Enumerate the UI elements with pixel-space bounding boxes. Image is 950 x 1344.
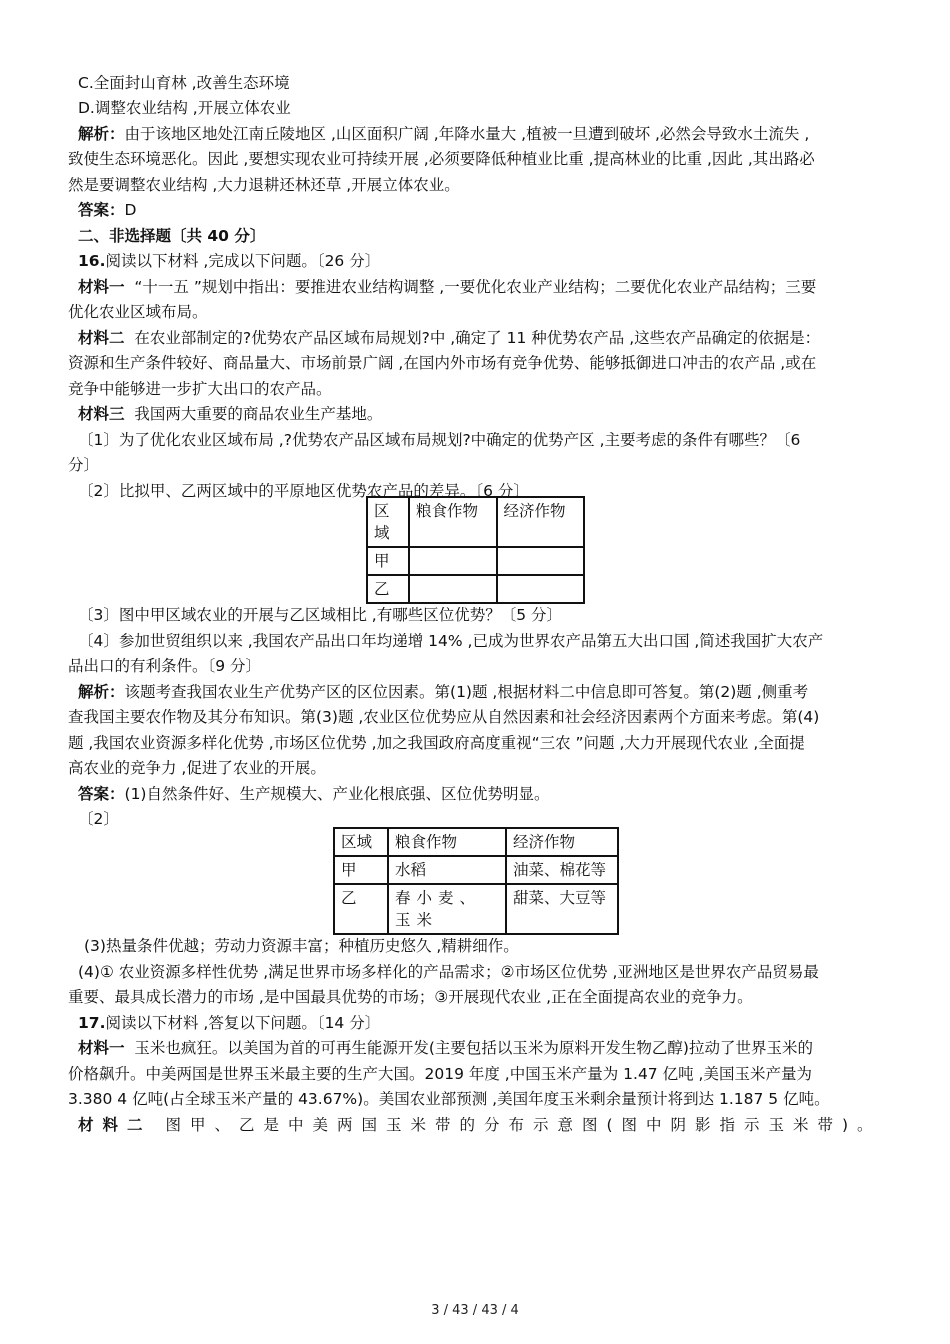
text-line: 题 ,我国农业资源多样化优势 ,市场区位优势 ,加之我国政府高度重视“三农 ”问题 ,大力开展现代农业 ,全面提 (68, 734, 805, 752)
table-header-cell: 区域 (367, 497, 409, 547)
text-line: 致使生态环境恶化。因此 ,要想实现农业可持续开展 ,必须要降低种植业比重 ,提高林业的比重 ,因此 ,其出路必 (68, 150, 815, 168)
sub-question-4: 〔4〕参加世贸组织以来 ,我国农产品出口年均递增 14% ,已成为世界农产品第五大出口国 ,简述我国扩大农产 (78, 632, 824, 650)
option-c: C.全面封山育林 ,改善生态环境 (78, 74, 290, 92)
question-text: 阅读以下材料 ,答复以下问题。〔14 分〕 (105, 1014, 381, 1032)
answer-part-4: (4)① 农业资源多样性优势 ,满足世界市场多样化的产品需求；②市场区位优势 ,亚洲地区是世界农产品贸易最 (78, 963, 819, 981)
section-heading: 二、非选择题〔共 40 分〕 (78, 227, 266, 245)
material-text: “十一五 ”规划中指出：要推进农业结构调整 ,一要优化农业产业结构；二要优化农业产品结构；三要 (134, 278, 817, 296)
material-line (78, 276, 898, 298)
option-d: D.调整农业结构 ,开展立体农业 (78, 99, 291, 117)
text-line: 资源和生产条件较好、商品量大、市场前景广阔 ,在国内外市场有竞争优势、能够抵御进口冲击的农产品 ,或在 (68, 354, 817, 372)
material-label: 材料一 (78, 278, 125, 296)
table-cell: 甜菜、大豆等 (506, 884, 618, 934)
table-cell: 乙 (334, 884, 388, 934)
text-line: 然是要调整农业结构 ,大力退耕还林还草 ,开展立体农业。 (68, 176, 460, 194)
analysis-text: 由于该地区地处江南丘陵地区 ,山区面积广阔 ,年降水量大 ,植被一旦遭到破坏 ,必然会导致水土流失 , (124, 125, 810, 143)
answer-part-2: 〔2〕 (78, 810, 119, 828)
analysis-text: 该题考查我国农业生产优势产区的区位因素。第(1)题 ,根据材料二中信息即可答复。第(2)题 ,侧重考 (124, 683, 809, 701)
answer-label: 答案： (78, 785, 125, 803)
material-label: 材料一 (78, 1039, 125, 1057)
text-line: 查我国主要农作物及其分布知识。第(3)题 ,农业区位优势应从自然因素和社会经济因素两个方面来考虑。第(4) (68, 708, 820, 726)
text-line: 高农业的竞争力 ,促进了农业的开展。 (68, 759, 326, 777)
material-label: 材料二 (78, 1116, 152, 1134)
analysis-line (78, 681, 898, 703)
table-cell: 春小麦、玉米 (388, 884, 506, 934)
table-row (334, 856, 618, 884)
page-number: 3 / 43 / 43 / 4 (431, 1303, 519, 1318)
table-cell (409, 575, 497, 603)
answer-text: D (124, 201, 137, 219)
text-line: 3.380 4 亿吨(占全球玉米产量的 43.67%)。美国农业部预测 ,美国年度玉米剩余量预计将到达 1.187 5 亿吨。 (68, 1090, 830, 1108)
material-label: 材料二 (78, 329, 125, 347)
question-number: 16. (78, 252, 106, 270)
material-label: 材料三 (78, 405, 125, 423)
material-line (78, 403, 898, 425)
answer-text: (1)自然条件好、生产规模大、产业化根底强、区位优势明显。 (124, 785, 550, 803)
question-16 (78, 250, 898, 272)
table-cell: 甲 (334, 856, 388, 884)
question-text: 阅读以下材料 ,完成以下问题。〔26 分〕 (105, 252, 381, 270)
material-text: 在农业部制定的?优势农产品区域布局规划?中 ,确定了 11 种优势农产品 ,这些农产品确定的依据是： (134, 329, 821, 347)
text-line: 分〕 (68, 456, 100, 474)
material-text: 玉米也疯狂。以美国为首的可再生能源开发(主要包括以玉米为原料开发生物乙醇)拉动了世界玉米的 (134, 1039, 813, 1057)
material-text: 图甲、乙是中美两国玉米带的分布示意图(图中阴影指示玉米带)。 (165, 1116, 882, 1134)
answer-table (333, 827, 619, 935)
analysis-label: 解析： (78, 125, 125, 143)
table-row (334, 884, 618, 934)
table-row (367, 547, 584, 575)
material-line (78, 327, 898, 349)
text-line: 价格飙升。中美两国是世界玉米最主要的生产大国。2019 年度 ,中国玉米产量为 1.47 亿吨 ,美国玉米产量为 (68, 1065, 812, 1083)
table-row (367, 575, 584, 603)
material-line (78, 1037, 898, 1059)
material-line (78, 1114, 882, 1136)
table-cell: 甲 (367, 547, 409, 575)
table-header-cell: 经济作物 (497, 497, 585, 547)
text-line: 优化农业区域布局。 (68, 303, 208, 321)
table-cell (497, 575, 585, 603)
question-17 (78, 1012, 898, 1034)
analysis-label: 解析： (78, 683, 125, 701)
table-cell (409, 547, 497, 575)
text-line: 竞争中能够进一步扩大出口的农产品。 (68, 380, 332, 398)
sub-question-3: 〔3〕图中甲区域农业的开展与乙区域相比 ,有哪些区位优势？〔5 分〕 (78, 606, 563, 624)
material-text: 我国两大重要的商品农业生产基地。 (134, 405, 383, 423)
text-line: 品出口的有利条件。〔9 分〕 (68, 657, 262, 675)
answer-line (78, 199, 898, 221)
table-header-cell: 区域 (334, 828, 388, 856)
table-header-cell: 粮食作物 (388, 828, 506, 856)
sub-question-1: 〔1〕为了优化农业区域布局 ,?优势农产品区域布局规划?中确定的优势产区 ,主要考虑的条件有哪些？〔6 (78, 431, 801, 449)
question-number: 17. (78, 1014, 106, 1032)
answer-part-3: (3)热量条件优越；劳动力资源丰富；种植历史悠久 ,精耕细作。 (84, 937, 519, 955)
answer-label: 答案： (78, 201, 125, 219)
answer-line (78, 783, 898, 805)
table-cell: 水稻 (388, 856, 506, 884)
blank-answer-table (366, 496, 585, 604)
table-header-cell: 粮食作物 (409, 497, 497, 547)
text-line: 重要、最具成长潜力的市场 ,是中国最具优势的市场；③开展现代农业 ,正在全面提高农业的竞争力。 (68, 988, 753, 1006)
analysis-line (78, 123, 898, 145)
sub-question-2: 〔2〕比拟甲、乙两区域中的平原地区优势农产品的差异。〔6 分〕 (78, 482, 529, 500)
table-cell: 油菜、棉花等 (506, 856, 618, 884)
table-cell (497, 547, 585, 575)
table-header-cell: 经济作物 (506, 828, 618, 856)
table-cell: 乙 (367, 575, 409, 603)
